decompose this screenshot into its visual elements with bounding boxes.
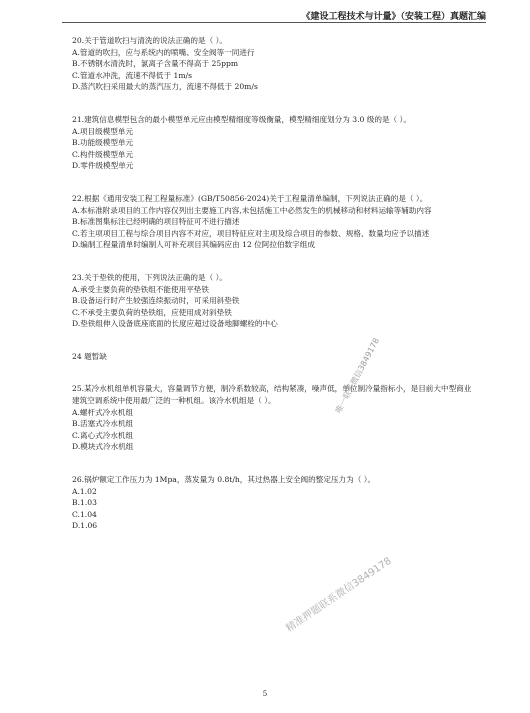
- option-b: B.设备运行时产生较强连续振动时，可采用斜垫铁: [72, 296, 240, 306]
- option-b: B.不锈钢水清洗时，氯离子含量不得高于 25ppm: [72, 59, 239, 69]
- question-25: [72, 383, 472, 453]
- question-stem: 22.根据《通用安装工程工程量标准》(GB/T50856-2024)关于工程量清单编制，下列说法正确的是（ ）。: [72, 193, 428, 203]
- option-d: D.垫铁组伸入设备底座底面的长度应超过设备地脚螺栓的中心: [72, 319, 278, 329]
- option-a: A.本标准附录项目的工作内容仅列出主要施工内容,未包括施工中必然发生的机械移动和材料运输等辅助内容: [72, 205, 432, 215]
- option-b: B.活塞式冷水机组: [72, 419, 134, 429]
- option-d: D.1.06: [72, 521, 98, 531]
- question-22: [72, 193, 472, 251]
- header-divider: [62, 22, 486, 23]
- question-stem: 26.锅炉额定工作压力为 1Mpa，蒸发量为 0.8t/h，其过热器上安全阀的整定压力为（ ）。: [72, 475, 376, 485]
- option-c: C.1.04: [72, 509, 97, 519]
- option-a: A.螺杆式冷水机组: [72, 407, 134, 417]
- option-c: C.若主项项目工程与综合项目内容不对应，项目特征应对主项及综合项目的参数、规格、数量均应予以描述: [72, 228, 430, 238]
- question-stem: 24 题暂缺: [72, 351, 107, 361]
- option-d: D.编制工程量清单时编制人可补充项目其编码应由 12 位阿拉伯数字组成: [72, 240, 315, 250]
- option-b: B.功能级模型单元: [72, 138, 134, 148]
- option-d: D.模块式冷水机组: [72, 442, 134, 452]
- question-24: [72, 351, 472, 363]
- question-stem: 20.关于管道吹扫与清洗的说法正确的是（ ）。: [72, 36, 227, 45]
- option-b: B.标准图集标注已经明确的项目特征可不进行描述: [72, 217, 240, 227]
- option-a: A.项目级模型单元: [72, 126, 134, 136]
- watermark-contact: 唯一联系微信3849178: [333, 336, 382, 415]
- question-26: [72, 474, 472, 532]
- option-c: C.管道水冲洗，流速不得低于 1m/s: [72, 70, 192, 80]
- watermark-contact-large: 精准押题联系微信3849178: [284, 555, 394, 635]
- page-number: 5: [262, 690, 268, 698]
- question-stem: 25.某冷水机组单机容量大，容量调节方便，制冷系数较高，结构紧凑，噪声低，单位制冷量指标小，是目前大中型商业建筑空调系统中使用最广泛的一种机组。该冷水机组是（ ）。: [72, 384, 472, 406]
- option-d: D.零件级模型单元: [72, 161, 134, 171]
- question-stem: 23.关于垫铁的使用，下列说法正确的是（ ）。: [72, 272, 227, 282]
- question-20: [72, 35, 472, 93]
- option-c: C.离心式冷水机组: [72, 430, 134, 440]
- option-a: A.1.02: [72, 486, 97, 496]
- question-stem: 21.建筑信息模型包含的最小模型单元应由模型精细度等级衡量，模型精细度划分为 3.0 级的是（ ）。: [72, 114, 411, 124]
- option-a: A.承受主要负荷的垫铁组不能使用平垫铁: [72, 284, 209, 294]
- option-c: C.不承受主要负荷的垫铁组，应使用成对斜垫铁: [72, 307, 232, 317]
- option-d: D.蒸汽吹扫采用最大的蒸汽压力，流速不得低于 20m/s: [72, 82, 258, 92]
- option-b: B.1.03: [72, 498, 97, 508]
- option-a: A.管道的吹扫，应与系统内的喷嘴、安全阀等一同进行: [72, 47, 255, 57]
- question-23: [72, 272, 472, 330]
- option-c: C.构件级模型单元: [72, 149, 134, 159]
- question-list: [72, 35, 472, 553]
- question-21: [72, 114, 472, 172]
- page-header-title: 《建设工程技术与计量》（安装工程）真题汇编: [301, 12, 486, 22]
